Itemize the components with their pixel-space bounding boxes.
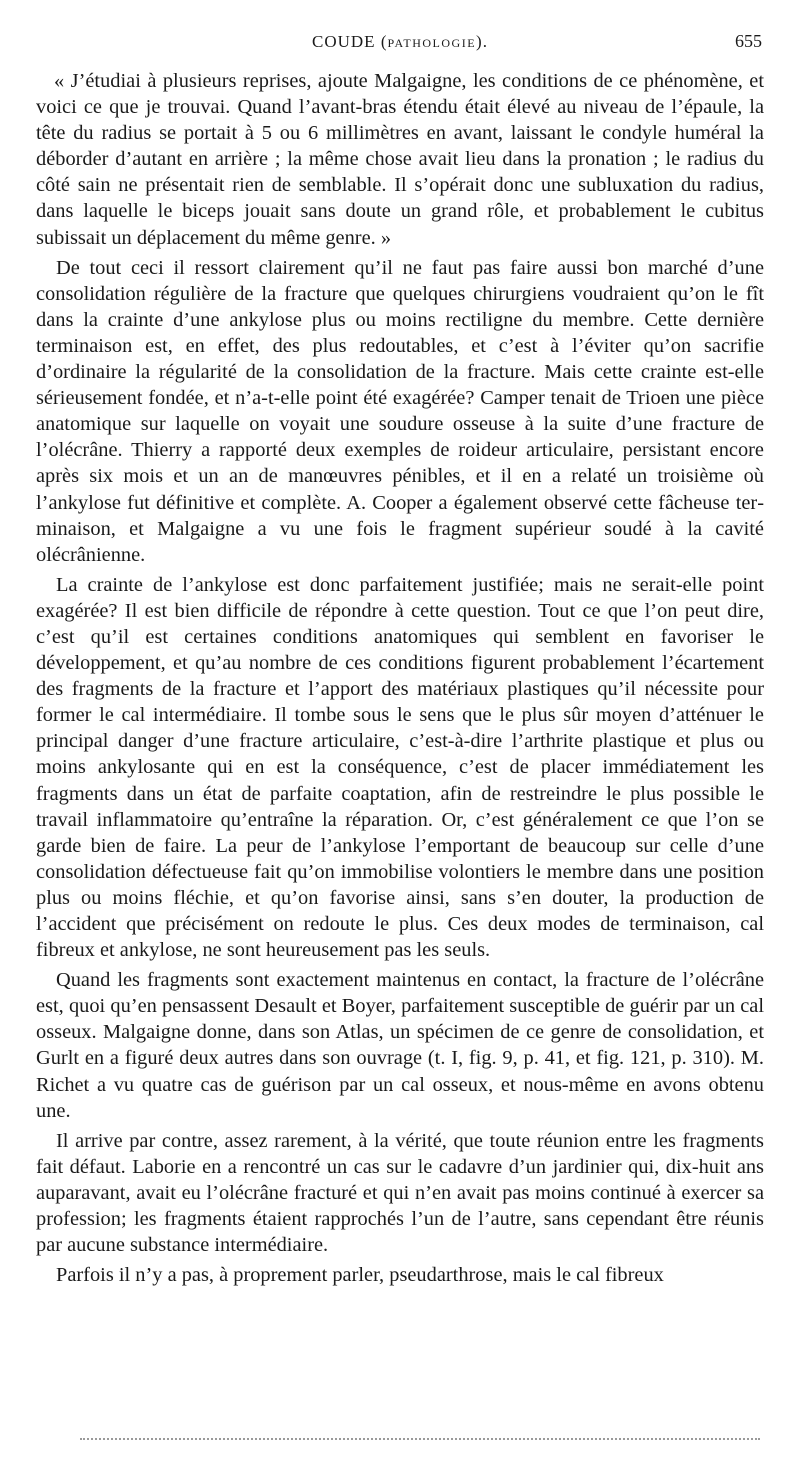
running-title: [36, 32, 764, 52]
paragraph: De tout ceci il ressort clairement qu’il ne faut pas faire aussi bon marché d’une consolidation régulière de la fracture que quelques chirurgiens voudraient qu’on le fît dans la crainte d’une ankylose plus ou moins rectiligne du membre. Cette dernière terminaison est, en effet, des plus redoutables, et c’est à l’éviter qu’on sacrifie d’ordinaire la régularité de la consolidation de la fracture. Mais cette crainte est-elle sérieusement fondée, et n’a-t-elle point été exagérée? Camper tenait de Trioen une pièce anatomique sur laquelle on voyait une soudure osseuse à la suite d’une fracture de l’olécrâne. Thierry a rapporté deux exemples de roideur articulaire, persistant encore après six mois et un an de manœuvres pénibles, et il en a relaté un troisième où l’ankylose fut définitive et complète. A. Cooper a également observé cette fâcheuse terminaison, et Malgaigne a vu une fois le fragment supérieur soudé à la cavité olécrânienne.: [36, 256, 764, 566]
paragraph: La crainte de l’ankylose est donc parfaitement justifiée; mais ne serait-elle point exagérée? Il est bien difficile de répondre à cette question. Tout ce que l’on peut dire, c’est qu’il est certaines conditions anatomiques qui semblent en favoriser le développement, et qu’au nombre de ces conditions figurent probablement l’écartement des fragments de la fracture et l’apport des matériaux plastiques qu’il nécessite pour former le cal intermédiaire. Il tombe sous le sens que le plus sûr moyen d’atténuer le principal danger d’une fracture articulaire, c’est-à-dire l’arthrite plastique et plus ou moins ankylosante qui en est la conséquence, c’est de placer immédiatement les fragments dans un état de parfaite coaptation, afin de restreindre le plus possible le travail inflammatoire qu’entraîne la réparation. Or, c’est généralement ce que l’on se garde bien de faire. La peur de l’ankylose l’emportant de beaucoup sur celle d’une consolidation défectueuse fait qu’on immobilise volontiers le membre dans une position plus ou moins fléchie, et qu’on favorise ainsi, sans s’en douter, la production de l’accident que précisément on redoute le plus. Ces deux modes de terminaison, cal fibreux et ankylose, ne sont heureusement pas les seuls.: [36, 573, 764, 962]
running-title-main: COUDE (: [312, 32, 388, 51]
paragraph-quote: « J’étudiai à plusieurs reprises, ajoute Malgaigne, les conditions de ce phénomène, et voici ce que je trouvai. Quand l’avant-bras étendu était élevé au niveau de l’épaule, la tête du radius se portait à 5 ou 6 millimètres en avant, laissant le condyle huméral la déborder d’autant en arrière ; la même chose avait lieu dans la pronation ; le radius du côté sain ne présentait rien de semblable. Il s’opérait donc une subluxation du radius, dans laquelle le biceps jouait sans doute un grand rôle, et probablement le cubitus subissait un déplacement du même genre. »: [36, 70, 764, 249]
paragraph: Quand les fragments sont exactement maintenus en contact, la fracture de l’olécrâne est, quoi qu’en pensassent Desault et Boyer, parfaitement susceptible de guérir par un cal osseux. Malgaigne donne, dans son Atlas, un spécimen de ce genre de consolidation, et Gurlt en a figuré deux autres dans son ouvrage (t. I, fig. 9, p. 41, et fig. 121, p. 310). M. Richet a vu quatre cas de guérison par un cal osseux, et nous-même en avons obtenu une.: [36, 969, 764, 1122]
paragraph: Il arrive par contre, assez rarement, à la vérité, que toute réunion entre les fragments fait défaut. Laborie en a rencontré un cas sur le cadavre d’un jardinier qui, dix-huit ans auparavant, avait eu l’olécrâne fracturé et qui n’en avait pas moins continué à exercer sa profession; les fragments étaient rapprochés l’un de l’autre, sans cependant être réunis par aucune substance intermédiaire.: [36, 1129, 764, 1257]
running-title-subject: PATHOLOGIE: [387, 36, 477, 50]
book-page: [36, 28, 764, 1288]
running-title-end: ).: [476, 32, 488, 51]
page-number: 655: [735, 31, 762, 51]
paragraph: Parfois il n’y a pas, à proprement parler, pseudarthrose, mais le cal fibreux: [56, 1264, 664, 1287]
footer-dotted-rule: [80, 1438, 760, 1440]
body-text: [36, 68, 764, 1288]
running-head: [36, 28, 764, 68]
